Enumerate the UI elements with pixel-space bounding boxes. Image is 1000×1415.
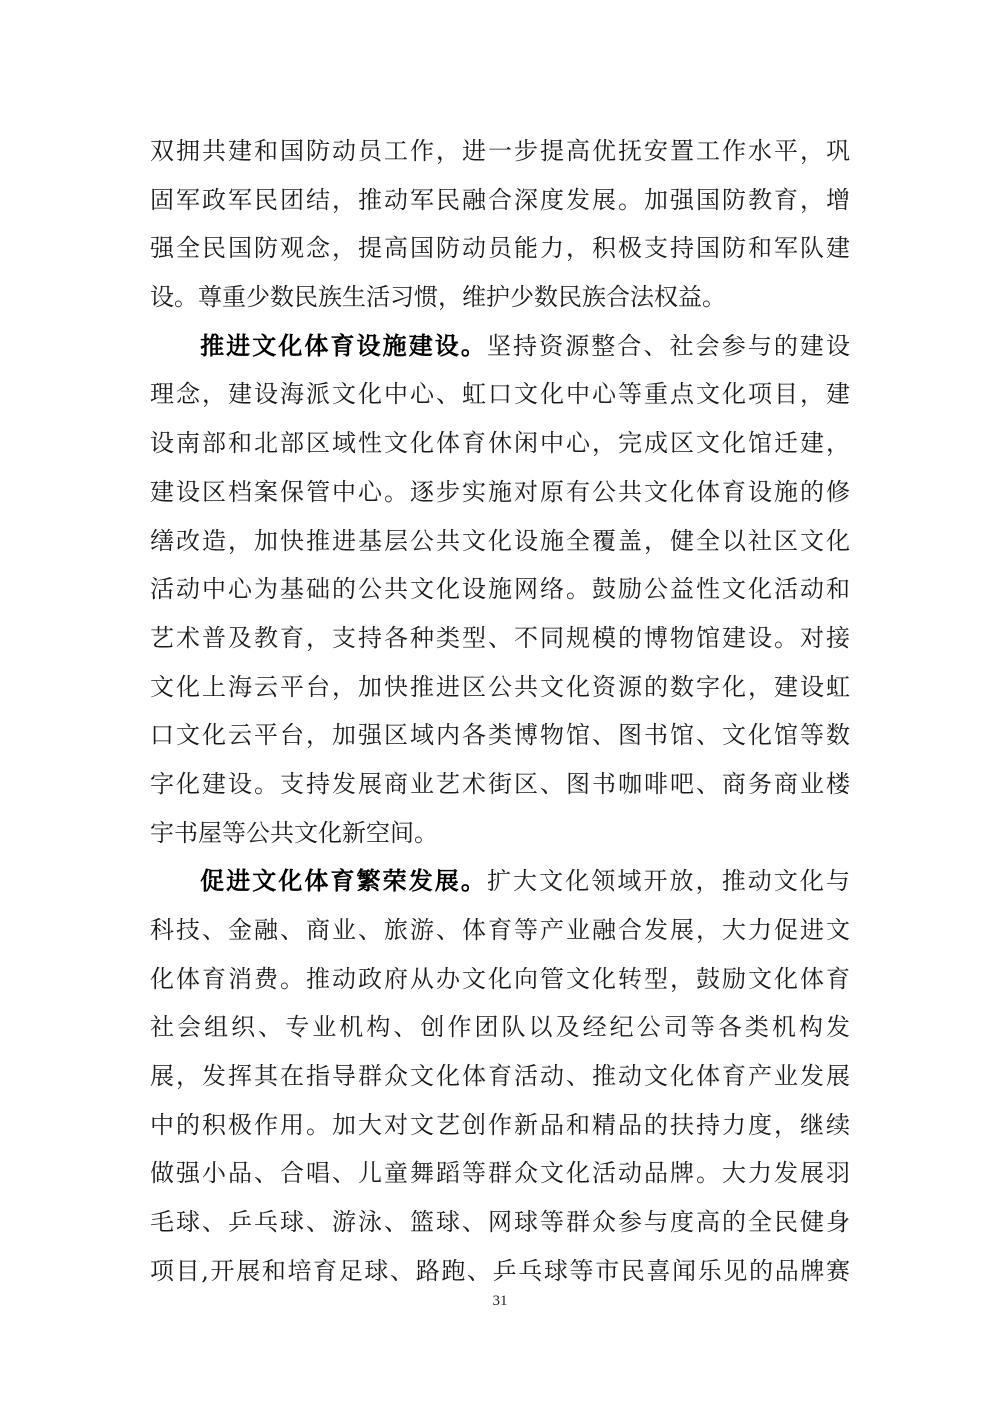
body-text [150,127,850,1296]
text-line [150,322,850,371]
text-line [150,1198,850,1247]
line-text: 做强小品、合唱、儿童舞蹈等群众文化活动品牌。大力发展羽 [150,1159,850,1188]
line-text: 扩大文化领域开放，推动文化与 [486,867,850,896]
line-text: 展，发挥其在指导群众文化体育活动、推动文化体育产业发展 [150,1062,850,1091]
text-line [150,711,850,760]
text-line [150,273,850,322]
text-line [150,809,850,858]
line-text: 口文化云平台，加强区域内各类博物馆、图书馆、文化馆等数 [150,721,850,750]
line-text: 坚持资源整合、社会参与的建设 [486,331,850,360]
line-text: 双拥共建和国防动员工作，进一步提高优抚安置工作水平，巩 [150,137,850,165]
line-text: 文化上海云平台，加快推进区公共文化资源的数字化，建设虹 [150,672,850,701]
line-text: 毛球、乒乓球、游泳、篮球、网球等群众参与度高的全民健身 [150,1208,850,1237]
text-line [150,419,850,468]
section-heading: 促进文化体育繁荣发展。 [198,866,487,896]
text-line [150,1003,850,1052]
line-text: 中的积极作用。加大对文艺创作新品和精品的扶持力度，继续 [150,1110,850,1139]
text-line [150,955,850,1004]
line-text: 固军政军民团结，推动军民融合深度发展。加强国防教育，增 [150,185,850,214]
text-line [150,468,850,517]
text-line [150,1101,850,1150]
text-line [150,127,850,176]
text-line [150,517,850,566]
line-text: 字化建设。支持发展商业艺术街区、图书咖啡吧、商务商业楼 [150,769,850,798]
line-text: 化体育消费。推动政府从办文化向管文化转型，鼓励文化体育 [150,964,850,993]
line-text: 科技、金融、商业、旅游、体育等产业融合发展，大力促进文 [150,916,850,944]
text-line [150,614,850,663]
text-line [150,370,850,419]
line-text: 强全民国防观念，提高国防动员能力，积极支持国防和军队建 [150,234,850,263]
text-line [150,857,850,906]
line-text: 理念，建设海派文化中心、虹口文化中心等重点文化项目，建 [150,380,850,409]
line-text: 建设区档案保管中心。逐步实施对原有公共文化体育设施的修 [150,477,850,506]
line-text: 活动中心为基础的公共文化设施网络。鼓励公益性文化活动和 [150,575,850,604]
text-line [150,1149,850,1198]
text-line [150,1247,850,1296]
text-line [150,224,850,273]
line-text: 设。尊重少数民族生活习惯，维护少数民族合法权益。 [150,283,726,312]
line-text: 宇书屋等公共文化新空间。 [150,818,438,847]
text-line [150,663,850,712]
line-text: 艺术普及教育，支持各种类型、不同规模的博物馆建设。对接 [150,623,850,652]
text-line [150,565,850,614]
text-line [150,906,850,955]
line-text: 项目,开展和培育足球、路跑、乒乓球等市民喜闻乐见的品牌赛 [150,1256,850,1285]
line-text: 社会组织、专业机构、创作团队以及经纪公司等各类机构发 [150,1013,850,1042]
text-line [150,760,850,809]
text-line [150,1052,850,1101]
line-text: 缮改造，加快推进基层公共文化设施全覆盖，健全以社区文化 [150,526,850,555]
page-number: 31 [492,1293,508,1309]
section-heading: 推进文化体育设施建设。 [198,330,487,360]
text-line [150,176,850,225]
line-text: 设南部和北部区域性文化体育休闲中心，完成区文化馆迁建， [150,429,850,458]
